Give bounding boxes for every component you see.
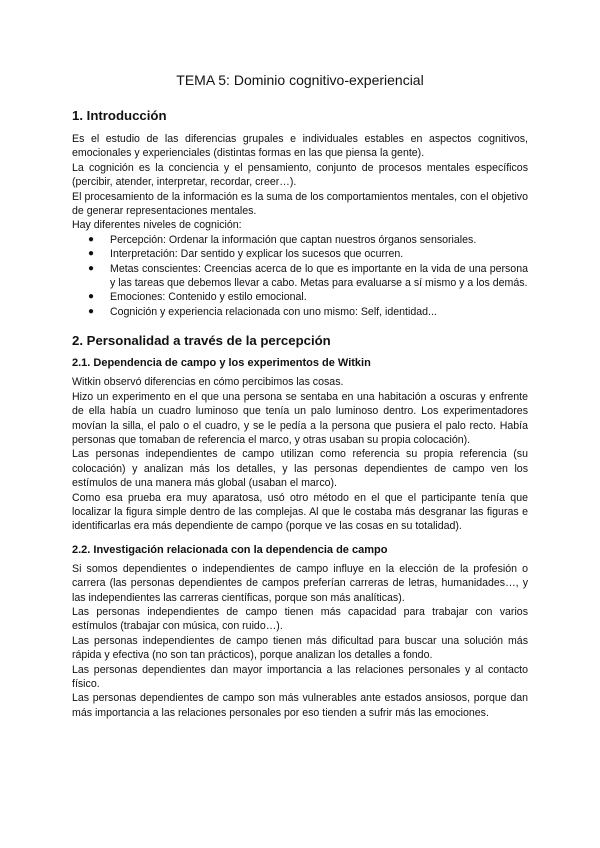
paragraph: El procesamiento de la información es la suma de los comportamientos mentales, con el objetivo de generar representaciones mentales. [72, 190, 528, 218]
section-personalidad [72, 333, 528, 720]
list-item: ● Interpretación: Dar sentido y explicar los sucesos que ocurren. [88, 248, 404, 261]
paragraph: Hay diferentes niveles de cognición: [72, 219, 242, 232]
paragraph: La cognición es la conciencia y el pensamiento, conjunto de procesos mentales específicos (percibir, atender, interpretar, recordar, creer…). [72, 161, 528, 189]
bullet-icon: ● [88, 233, 95, 245]
list-item: ● Percepción: Ordenar la información que captan nuestros órganos sensoriales. [88, 233, 477, 246]
paragraph: Las personas dependientes de campo son más vulnerables ante estados ansiosos, porque dan más importancia a las relaciones personales por eso tienden a sufrir más las emociones. [72, 692, 528, 719]
bullet-icon: ● [88, 291, 95, 303]
paragraph: Witkin observó diferencias en cómo percibimos las cosas. [72, 376, 344, 389]
paragraph: Si somos dependientes o independientes de campo influye en la elección de la profesión o carrera (las personas dependientes de campos preferían carreras de letras, humanidades…, y las independientes las carreras científicas, porque son más analíticas). [72, 562, 528, 604]
paragraph: Hizo un experimento en el que una persona se sentaba en una habitación a oscuras y enfrente de ella había un cuadro luminoso que tenía un palo luminoso dentro. Los experimentadores movían la silla, el palo o el cuadro, y se le pedía a la persona que pusiera el palo recto. Había personas que tomaban de referencia el marco, y otras usaban su propia colocación). [72, 390, 528, 446]
section-introduccion [72, 108, 528, 319]
subsection-heading: 2.1. Dependencia de campo y los experimentos de Witkin [72, 357, 371, 370]
bullet-icon: ● [88, 248, 95, 260]
paragraph: Es el estudio de las diferencias grupales e individuales estables en aspectos cognitivos, emocionales y experienciales (distintas formas en las que piensa la gente). [72, 133, 528, 160]
paragraph: Las personas independientes de campo utilizan como referencia su propia referencia (su colocación) y analizan más los detalles, y las personas dependientes de campo ven los estímulos de una manera más global (usaban el marco). [72, 448, 528, 490]
paragraph: Las personas independientes de campo tienen más capacidad para trabajar con varios estímulos (trabajar con música, con ruido…). [72, 605, 528, 633]
section-heading: 1. Introducción [72, 108, 167, 123]
cognition-levels-list [72, 233, 528, 319]
list-item: ● Cognición y experiencia relacionada con uno mismo: Self, identidad... [88, 305, 437, 318]
list-item: ● Metas conscientes: Creencias acerca de lo que es importante en la vida de una persona y las tareas que debemos llevar a cabo. Metas para evaluarse a sí mismo y a los demás. [88, 262, 528, 290]
subsection-heading: 2.2. Investigación relacionada con la dependencia de campo [72, 543, 388, 556]
paragraph: Las personas dependientes dan mayor importancia a las relaciones personales y al contacto físico. [72, 663, 528, 690]
paragraph: Las personas independientes de campo tienen más dificultad para buscar una solución más rápida y efectiva (no son tan prácticos), porque analizan los detalles a fondo. [72, 634, 528, 662]
section-heading: 2. Personalidad a través de la percepción [72, 333, 331, 349]
paragraph: Como esa prueba era muy aparatosa, usó otro método en el que el participante tenía que localizar la figura simple dentro de las complejas. Al que le costaba más desgranar las figuras e identificarlas era más dependiente de campo (porque ve las cosas en su totalidad). [72, 491, 528, 533]
page-title: TEMA 5: Dominio cognitivo-experiencial [176, 72, 424, 88]
bullet-icon: ● [88, 305, 95, 317]
list-item: ● Emociones: Contenido y estilo emocional. [88, 291, 307, 304]
bullet-icon: ● [88, 262, 95, 274]
